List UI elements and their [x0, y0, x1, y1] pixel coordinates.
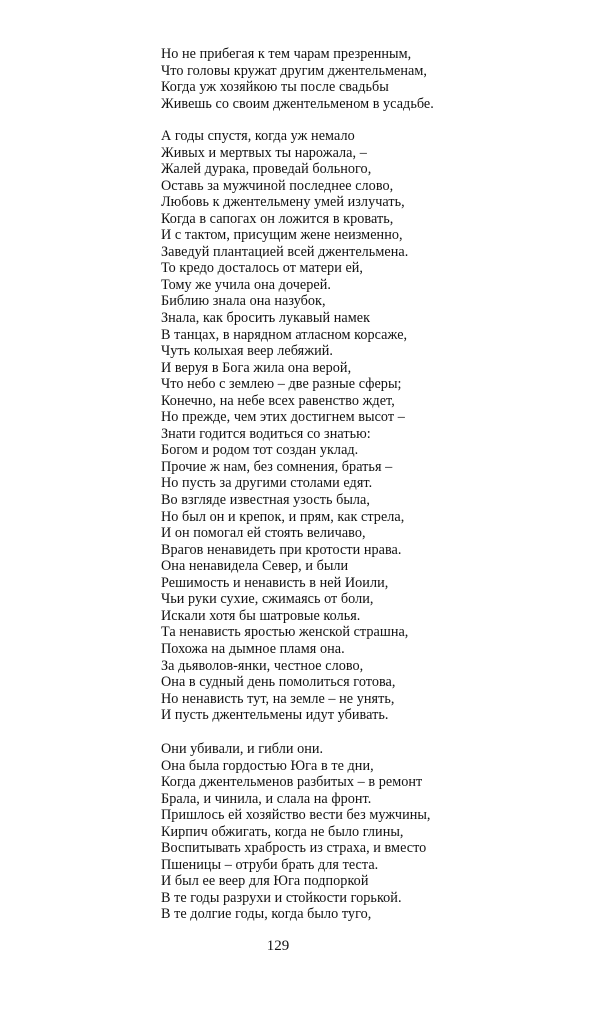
verse-line: Библию знала она назубок,: [161, 293, 326, 310]
verse-line: Но пусть за другими столами едят.: [161, 475, 373, 492]
verse-line: Похожа на дымное пламя она.: [161, 640, 345, 657]
verse-line: Пришлось ей хозяйство вести без мужчины,: [161, 807, 431, 824]
verse-line: Знала, как бросить лукавый намек: [161, 310, 371, 327]
stanza-1: [161, 46, 481, 112]
verse-line: А годы спустя, когда уж немало: [161, 128, 355, 144]
verse-line: В те долгие годы, когда было туго,: [161, 906, 372, 923]
verse-line: Но ненависть тут, на земле – не унять,: [161, 690, 395, 707]
page-number: 129: [266, 938, 290, 954]
verse-line: Оставь за мужчиной последнее слово,: [161, 177, 394, 194]
verse-line: Та ненависть яростью женской страшна,: [161, 624, 409, 641]
verse-line: И с тактом, присущим жене неизменно,: [161, 227, 403, 244]
verse-line: Искали хотя бы шатровые колья.: [161, 607, 361, 624]
verse-line: Чуть колыхая веер лебяжий.: [161, 343, 333, 360]
stanza-3: [161, 741, 481, 923]
verse-line: Жалей дурака, проведай больного,: [161, 161, 372, 178]
verse-line: Когда джентельменов разбитых – в ремонт: [161, 774, 423, 791]
verse-line: Она в судный день помолиться готова,: [161, 674, 396, 691]
verse-line: И был ее веер для Юга подпоркой: [161, 873, 369, 890]
verse-line: Заведуй плантацией всей джентельмена.: [161, 243, 409, 260]
verse-line: Что небо с землею – две разные сферы;: [161, 376, 402, 393]
verse-line: За дьяволов-янки, честное слово,: [161, 657, 364, 674]
verse-line: Но был он и крепок, и прям, как стрела,: [161, 508, 405, 525]
verse-line: Но не прибегая к тем чарам презренным,: [161, 46, 412, 62]
verse-line: Богом и родом тот создан уклад.: [161, 442, 359, 459]
verse-line: И он помогал ей стоять величаво,: [161, 525, 366, 542]
verse-line: Воспитывать храбрость из страха, и вместо: [161, 840, 427, 857]
stanza-2: [161, 128, 481, 724]
verse-line: Прочие ж нам, без сомнения, братья –: [161, 458, 393, 475]
verse-line: Но прежде, чем этих достигнем высот –: [161, 409, 405, 426]
verse-line: Тому же учила она дочерей.: [161, 276, 331, 293]
verse-line: Живых и мертвых ты нарожала, –: [161, 144, 367, 161]
verse-line: Живешь со своим джентельменом в усадьбе.: [161, 95, 434, 112]
verse-line: Во взгляде известная узость была,: [161, 492, 370, 509]
verse-line: В танцах, в нарядном атласном корсаже,: [161, 326, 408, 343]
verse-line: Пшеницы – отруби брать для теста.: [161, 856, 379, 873]
verse-line: То кредо досталось от матери ей,: [161, 260, 364, 277]
verse-line: Она была гордостью Юга в те дни,: [161, 757, 374, 774]
verse-line: Они убивали, и гибли они.: [161, 741, 324, 757]
verse-line: Знати годится водиться со знатью:: [161, 425, 371, 442]
verse-line: Она ненавидела Север, и были: [161, 558, 349, 575]
verse-line: Брала, и чинила, и слала на фронт.: [161, 790, 372, 807]
verse-line: Врагов ненавидеть при кротости нрава.: [161, 541, 402, 558]
verse-line: И пусть джентельмены идут убивать.: [161, 707, 389, 724]
verse-line: Кирпич обжигать, когда не было глины,: [161, 823, 404, 840]
verse-line: Конечно, на небе всех равенство ждет,: [161, 392, 395, 409]
verse-line: Чьи руки сухие, сжимаясь от боли,: [161, 591, 374, 608]
verse-line: Любовь к джентельмену умей излучать,: [161, 194, 405, 211]
verse-line: Решимость и ненависть в ней Иоили,: [161, 574, 389, 591]
verse-line: Что головы кружат другим джентельменам,: [161, 62, 427, 79]
verse-line: Когда в сапогах он ложится в кровать,: [161, 210, 394, 227]
verse-line: Когда уж хозяйкою ты после свадьбы: [161, 79, 389, 96]
verse-line: В те годы разрухи и стойкости горькой.: [161, 889, 402, 906]
verse-line: И веруя в Бога жила она верой,: [161, 359, 352, 376]
